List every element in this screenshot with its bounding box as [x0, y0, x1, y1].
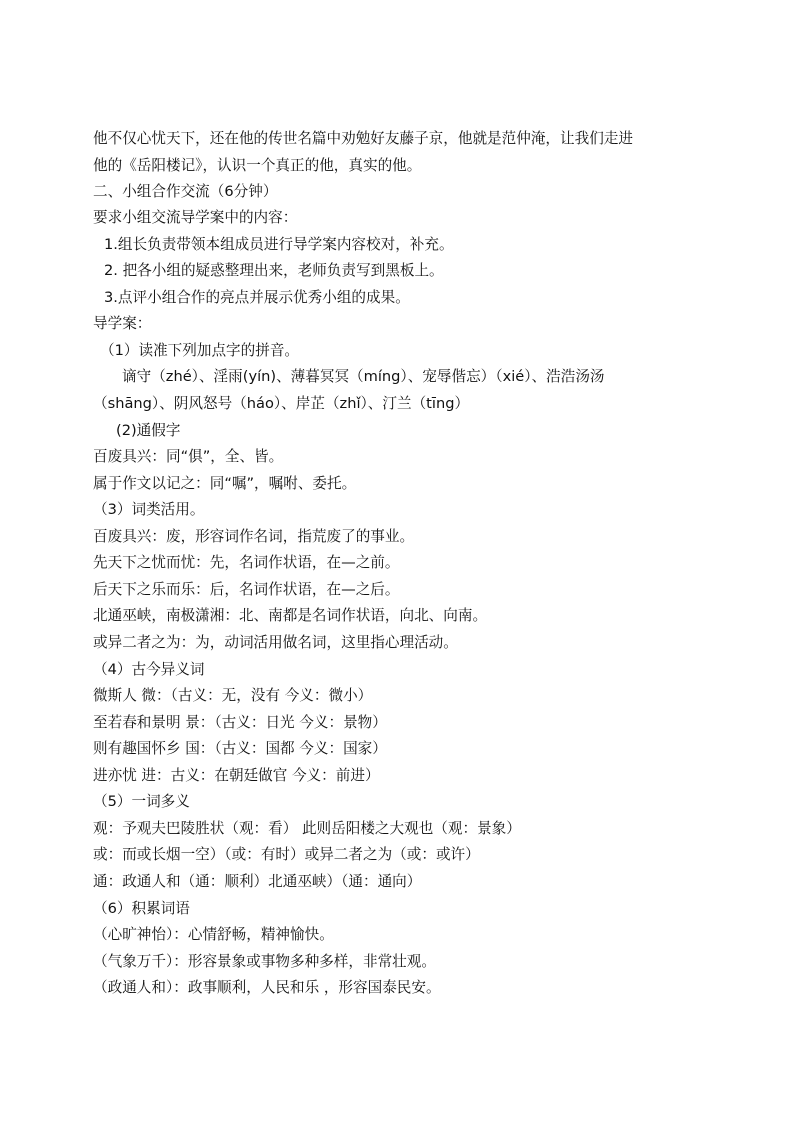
content-line: 或：而或长烟一空）（或：有时）或异二者之为（或：或许） — [93, 846, 480, 863]
content-line: 先天下之忧而忧：先，名词作状语，在—之前。 — [93, 554, 400, 571]
pinyin-line: （shāng）、阴风怒号（háo）、岸芷（zhǐ）、汀兰（tīng） — [93, 395, 470, 412]
content-line: 后天下之乐而乐：后，名词作状语，在—之后。 — [93, 581, 400, 598]
guide-heading: 导学案： — [93, 315, 152, 332]
question-heading: （5）一词多义 — [93, 793, 190, 810]
pinyin-line: 谪守（zhé）、淫雨(yín)、薄暮冥冥（míng）、宠辱偕忘）（xié）、浩浩汤汤 — [122, 368, 605, 385]
content-line: 百废具兴：同“俱”，全、皆。 — [93, 448, 284, 465]
content-line: 则有趣国怀乡 国：（古义：国都 今义：国家） — [93, 740, 387, 757]
content-line: （政通人和）：政事顺利，人民和乐 ，形容国泰民安。 — [93, 979, 441, 996]
content-line: 或异二者之为：为，动词活用做名词，这里指心理活动。 — [93, 634, 458, 651]
content-line: （气象万千）：形容景象或事物多种多样，非常壮观。 — [93, 953, 436, 970]
content-line: 观：予观夫巴陵胜状（观：看） 此则岳阳楼之大观也（观：景象） — [93, 820, 521, 837]
requirement-item: 2. 把各小组的疑惑整理出来，老师负责写到黑板上。 — [104, 262, 444, 279]
content-line: 百废具兴：废，形容词作名词，指荒废了的事业。 — [93, 528, 415, 545]
intro-line: 他不仅心忧天下，还在他的传世名篇中劝勉好友藤子京，他就是范仲淹，让我们走进 — [93, 130, 633, 147]
question-heading: （4）古今异义词 — [93, 661, 205, 678]
content-line: 属于作文以记之：同“嘱”，嘱咐、委托。 — [93, 475, 357, 492]
question-heading: （1）读准下列加点字的拼音。 — [100, 342, 300, 359]
content-line: 通：政通人和（通：顺利）北通巫峡）（通：通向） — [93, 873, 422, 890]
content-line: 北通巫峡，南极潇湘：北、南都是名词作状语，向北、向南。 — [93, 607, 488, 624]
requirement-item: 3.点评小组合作的亮点并展示优秀小组的成果。 — [104, 289, 410, 306]
requirement-item: 1.组长负责带领本组成员进行导学案内容校对，补充。 — [104, 236, 454, 253]
intro-line: 他的《岳阳楼记》，认识一个真正的他，真实的他。 — [93, 157, 422, 174]
content-line: 至若春和景明 景：（古义：日光 今义：景物） — [93, 714, 387, 731]
question-heading: （3）词类活用。 — [93, 501, 205, 518]
question-heading: (2)通假字 — [116, 422, 181, 439]
section-heading: 二、小组合作交流（6分钟） — [93, 183, 278, 200]
content-line: （心旷神怡）：心情舒畅，精神愉快。 — [93, 926, 334, 943]
requirement-line: 要求小组交流导学案中的内容： — [93, 209, 298, 226]
content-line: 进亦忧 进：古义：在朝廷做官 今义：前进） — [93, 767, 380, 784]
content-line: 微斯人 微：（古义：无，没有 今义：微小） — [93, 687, 373, 704]
question-heading: （6）积累词语 — [93, 900, 190, 917]
